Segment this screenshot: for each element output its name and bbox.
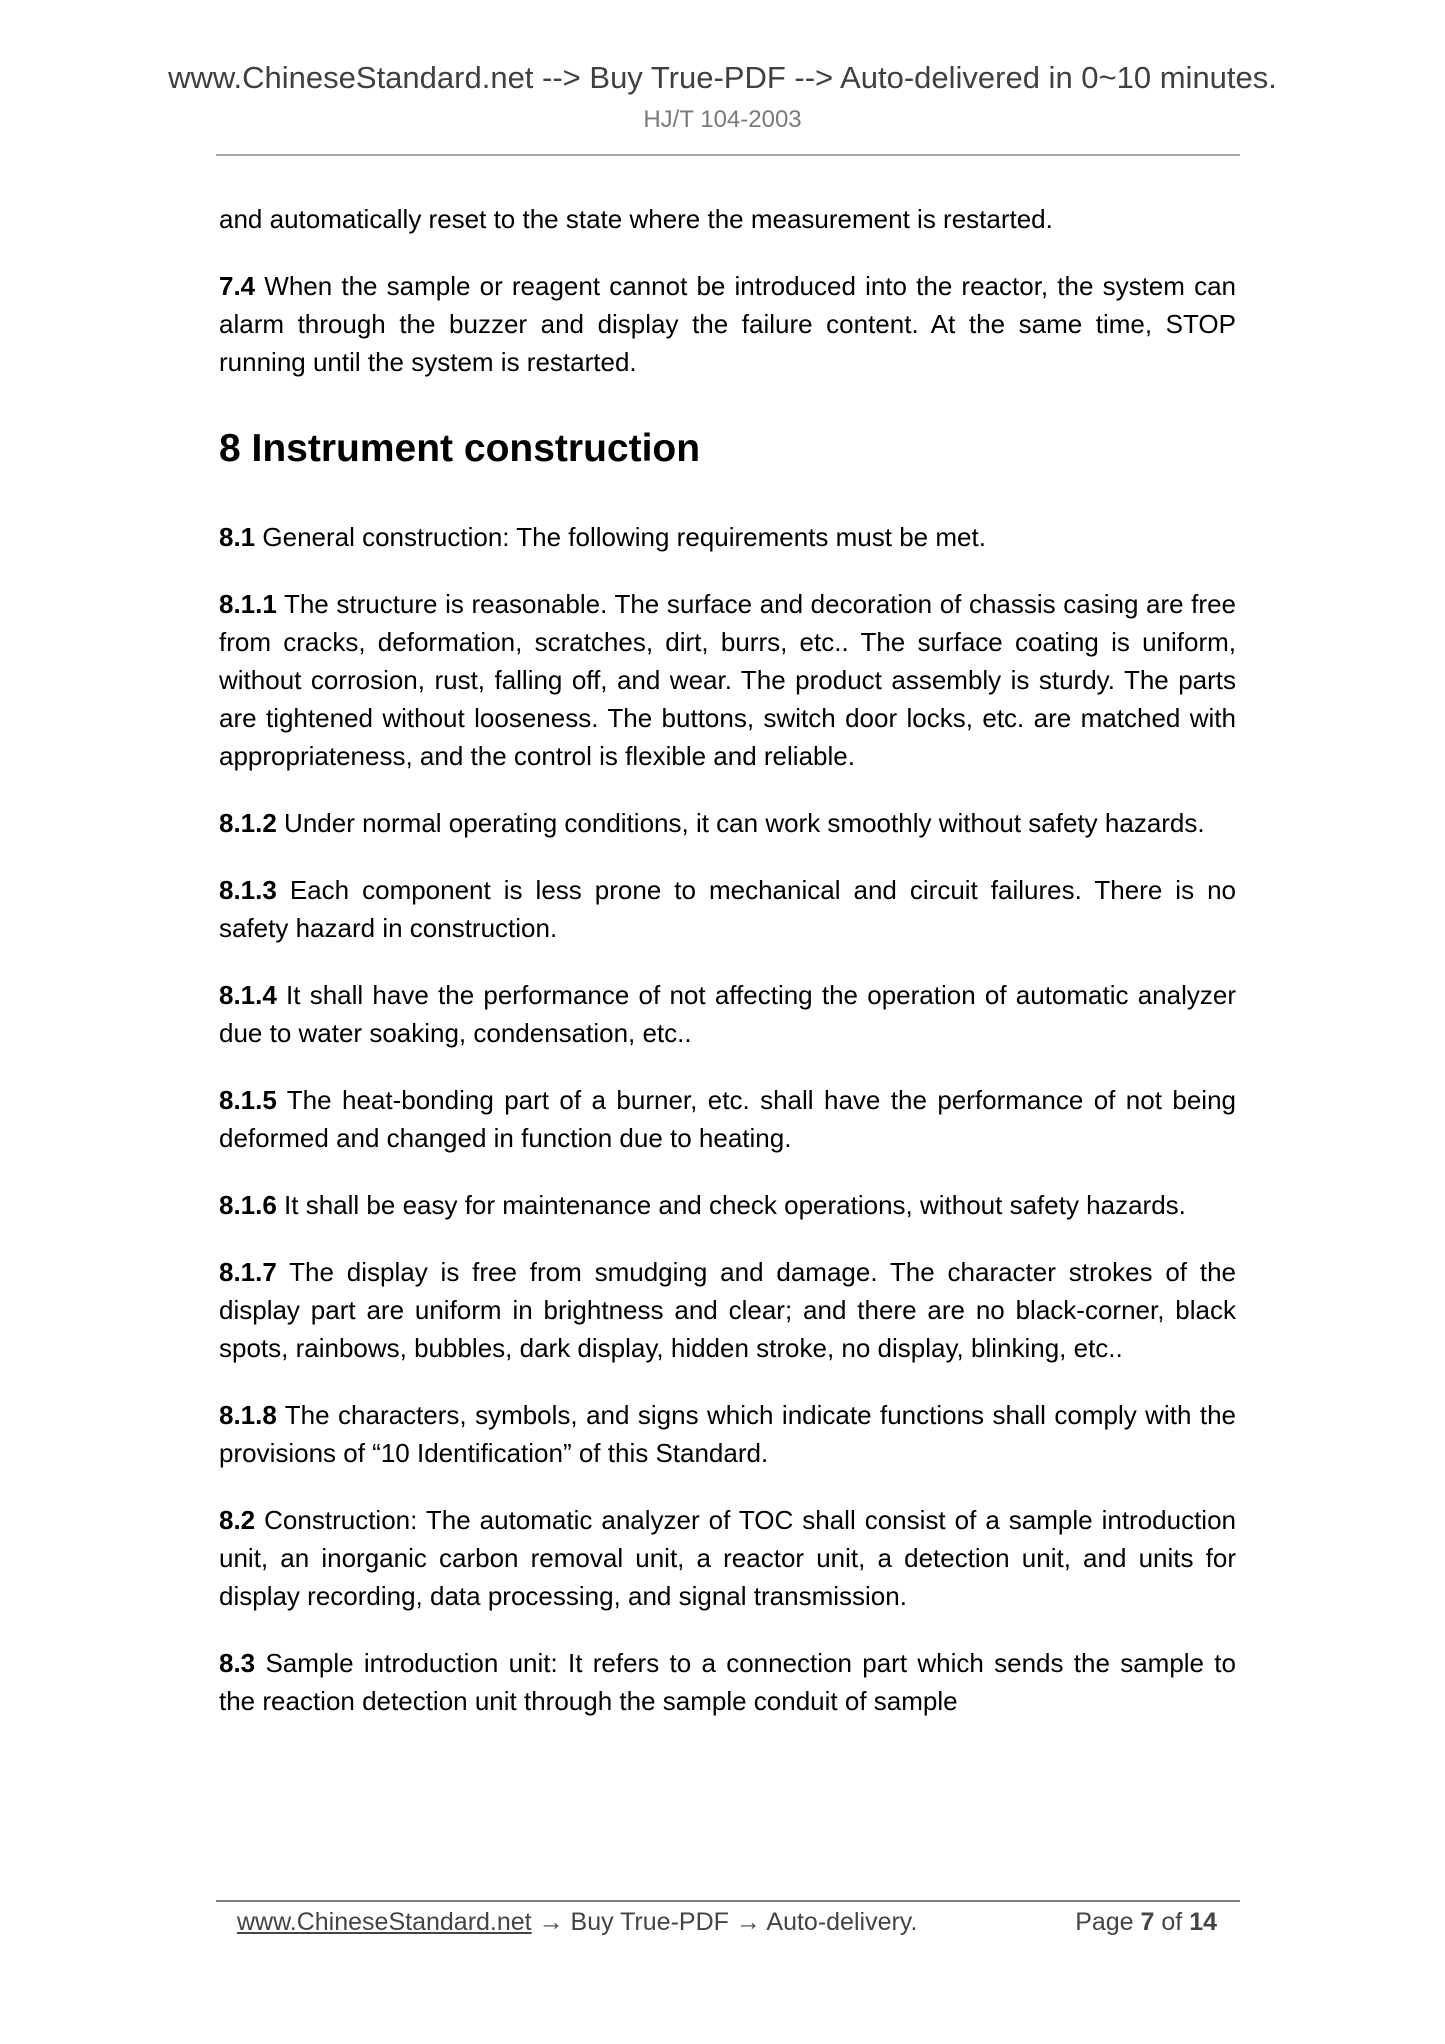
header-divider	[216, 154, 1240, 156]
clause-number: 8.1.6	[219, 1190, 277, 1220]
paragraph-8-1-8	[219, 1396, 1236, 1472]
paragraph-8-1-1	[219, 585, 1236, 775]
clause-number: 7.4	[219, 271, 256, 301]
section-heading: 8 Instrument construction	[219, 427, 701, 470]
footer-link[interactable]: www.ChineseStandard.net	[237, 1908, 532, 1936]
paragraph-8-1	[219, 518, 1236, 556]
paragraph-8-1-3	[219, 871, 1236, 947]
clause-number: 8.1.8	[219, 1400, 277, 1430]
clause-number: 8.1.4	[219, 980, 277, 1010]
paragraph-text: The heat-bonding part of a burner, etc. shall have the performance of not being deformed and changed in function due to heating.	[219, 1085, 1236, 1153]
paragraph-text: It shall have the performance of not affecting the operation of automatic analyzer due to water soaking, condensation, etc..	[219, 980, 1236, 1048]
page-indicator	[1075, 1904, 1217, 1940]
clause-number: 8.1.7	[219, 1257, 277, 1287]
paragraph-text: It shall be easy for maintenance and check operations, without safety hazards.	[276, 1190, 1186, 1220]
paragraph-7-4	[219, 267, 1236, 381]
footer-text: → Buy True-PDF → Auto-delivery.	[531, 1908, 918, 1936]
clause-number: 8.3	[219, 1648, 256, 1678]
clause-number: 8.1.3	[219, 875, 277, 905]
paragraph-text: Construction: The automatic analyzer of TOC shall consist of a sample introduction unit, an inorganic carbon removal unit, a reactor unit, a detection unit, and units for display recording, data processing, and signal transmission.	[219, 1505, 1236, 1611]
paragraph-text: and automatically reset to the state where the measurement is restarted.	[219, 204, 1053, 234]
clause-number: 8.2	[219, 1505, 256, 1535]
paragraph-text: Sample introduction unit: It refers to a connection part which sends the sample to the reaction detection unit through the sample conduit of sample	[219, 1648, 1236, 1716]
paragraph-text: General construction: The following requirements must be met.	[255, 522, 986, 552]
document-body	[219, 200, 1236, 1749]
footer-divider	[216, 1900, 1240, 1902]
paragraph-8-1-5	[219, 1081, 1236, 1157]
footer	[237, 1904, 1217, 1940]
page-total: 14	[1189, 1908, 1217, 1936]
page-label: Page	[1075, 1908, 1141, 1936]
header-banner: www.ChineseStandard.net --> Buy True-PDF --> Auto-delivered in 0~10 minutes.	[168, 60, 1277, 95]
clause-number: 8.1.2	[219, 808, 277, 838]
of-label: of	[1154, 1908, 1190, 1936]
paragraph-8-1-6	[219, 1186, 1236, 1224]
paragraph	[219, 200, 1236, 238]
paragraph-text: Each component is less prone to mechanical and circuit failures. There is no safety hazard in construction.	[219, 875, 1236, 943]
paragraph-text: The characters, symbols, and signs which indicate functions shall comply with the provisions of “10 Identification” of this Standard.	[219, 1400, 1236, 1468]
clause-number: 8.1.5	[219, 1085, 277, 1115]
paragraph-text: When the sample or reagent cannot be introduced into the reactor, the system can alarm through the buzzer and display the failure content. At the same time, STOP running until the system is restarted.	[219, 271, 1236, 377]
paragraph-8-1-2	[219, 804, 1236, 842]
paragraph-text: Under normal operating conditions, it can work smoothly without safety hazards.	[276, 808, 1205, 838]
paragraph-8-1-7	[219, 1253, 1236, 1367]
paragraph-text: The structure is reasonable. The surface and decoration of chassis casing are free from cracks, deformation, scratches, dirt, burrs, etc.. The surface coating is uniform, without corrosion, rust, falling off, and wear. The product assembly is sturdy. The parts are tightened without looseness. The buttons, switch door locks, etc. are matched with appropriateness, and the control is flexible and reliable.	[219, 589, 1236, 771]
page-number: 7	[1140, 1908, 1155, 1936]
clause-number: 8.1.1	[219, 589, 277, 619]
paragraph-8-3	[219, 1644, 1236, 1720]
document-id: HJ/T 104-2003	[643, 106, 802, 133]
paragraph-8-2	[219, 1501, 1236, 1615]
paragraph-8-1-4	[219, 976, 1236, 1052]
clause-number: 8.1	[219, 522, 256, 552]
paragraph-text: The display is free from smudging and damage. The character strokes of the display part are uniform in brightness and clear; and there are no black-corner, black spots, rainbows, bubbles, dark display, hidden stroke, no display, blinking, etc..	[219, 1257, 1236, 1363]
